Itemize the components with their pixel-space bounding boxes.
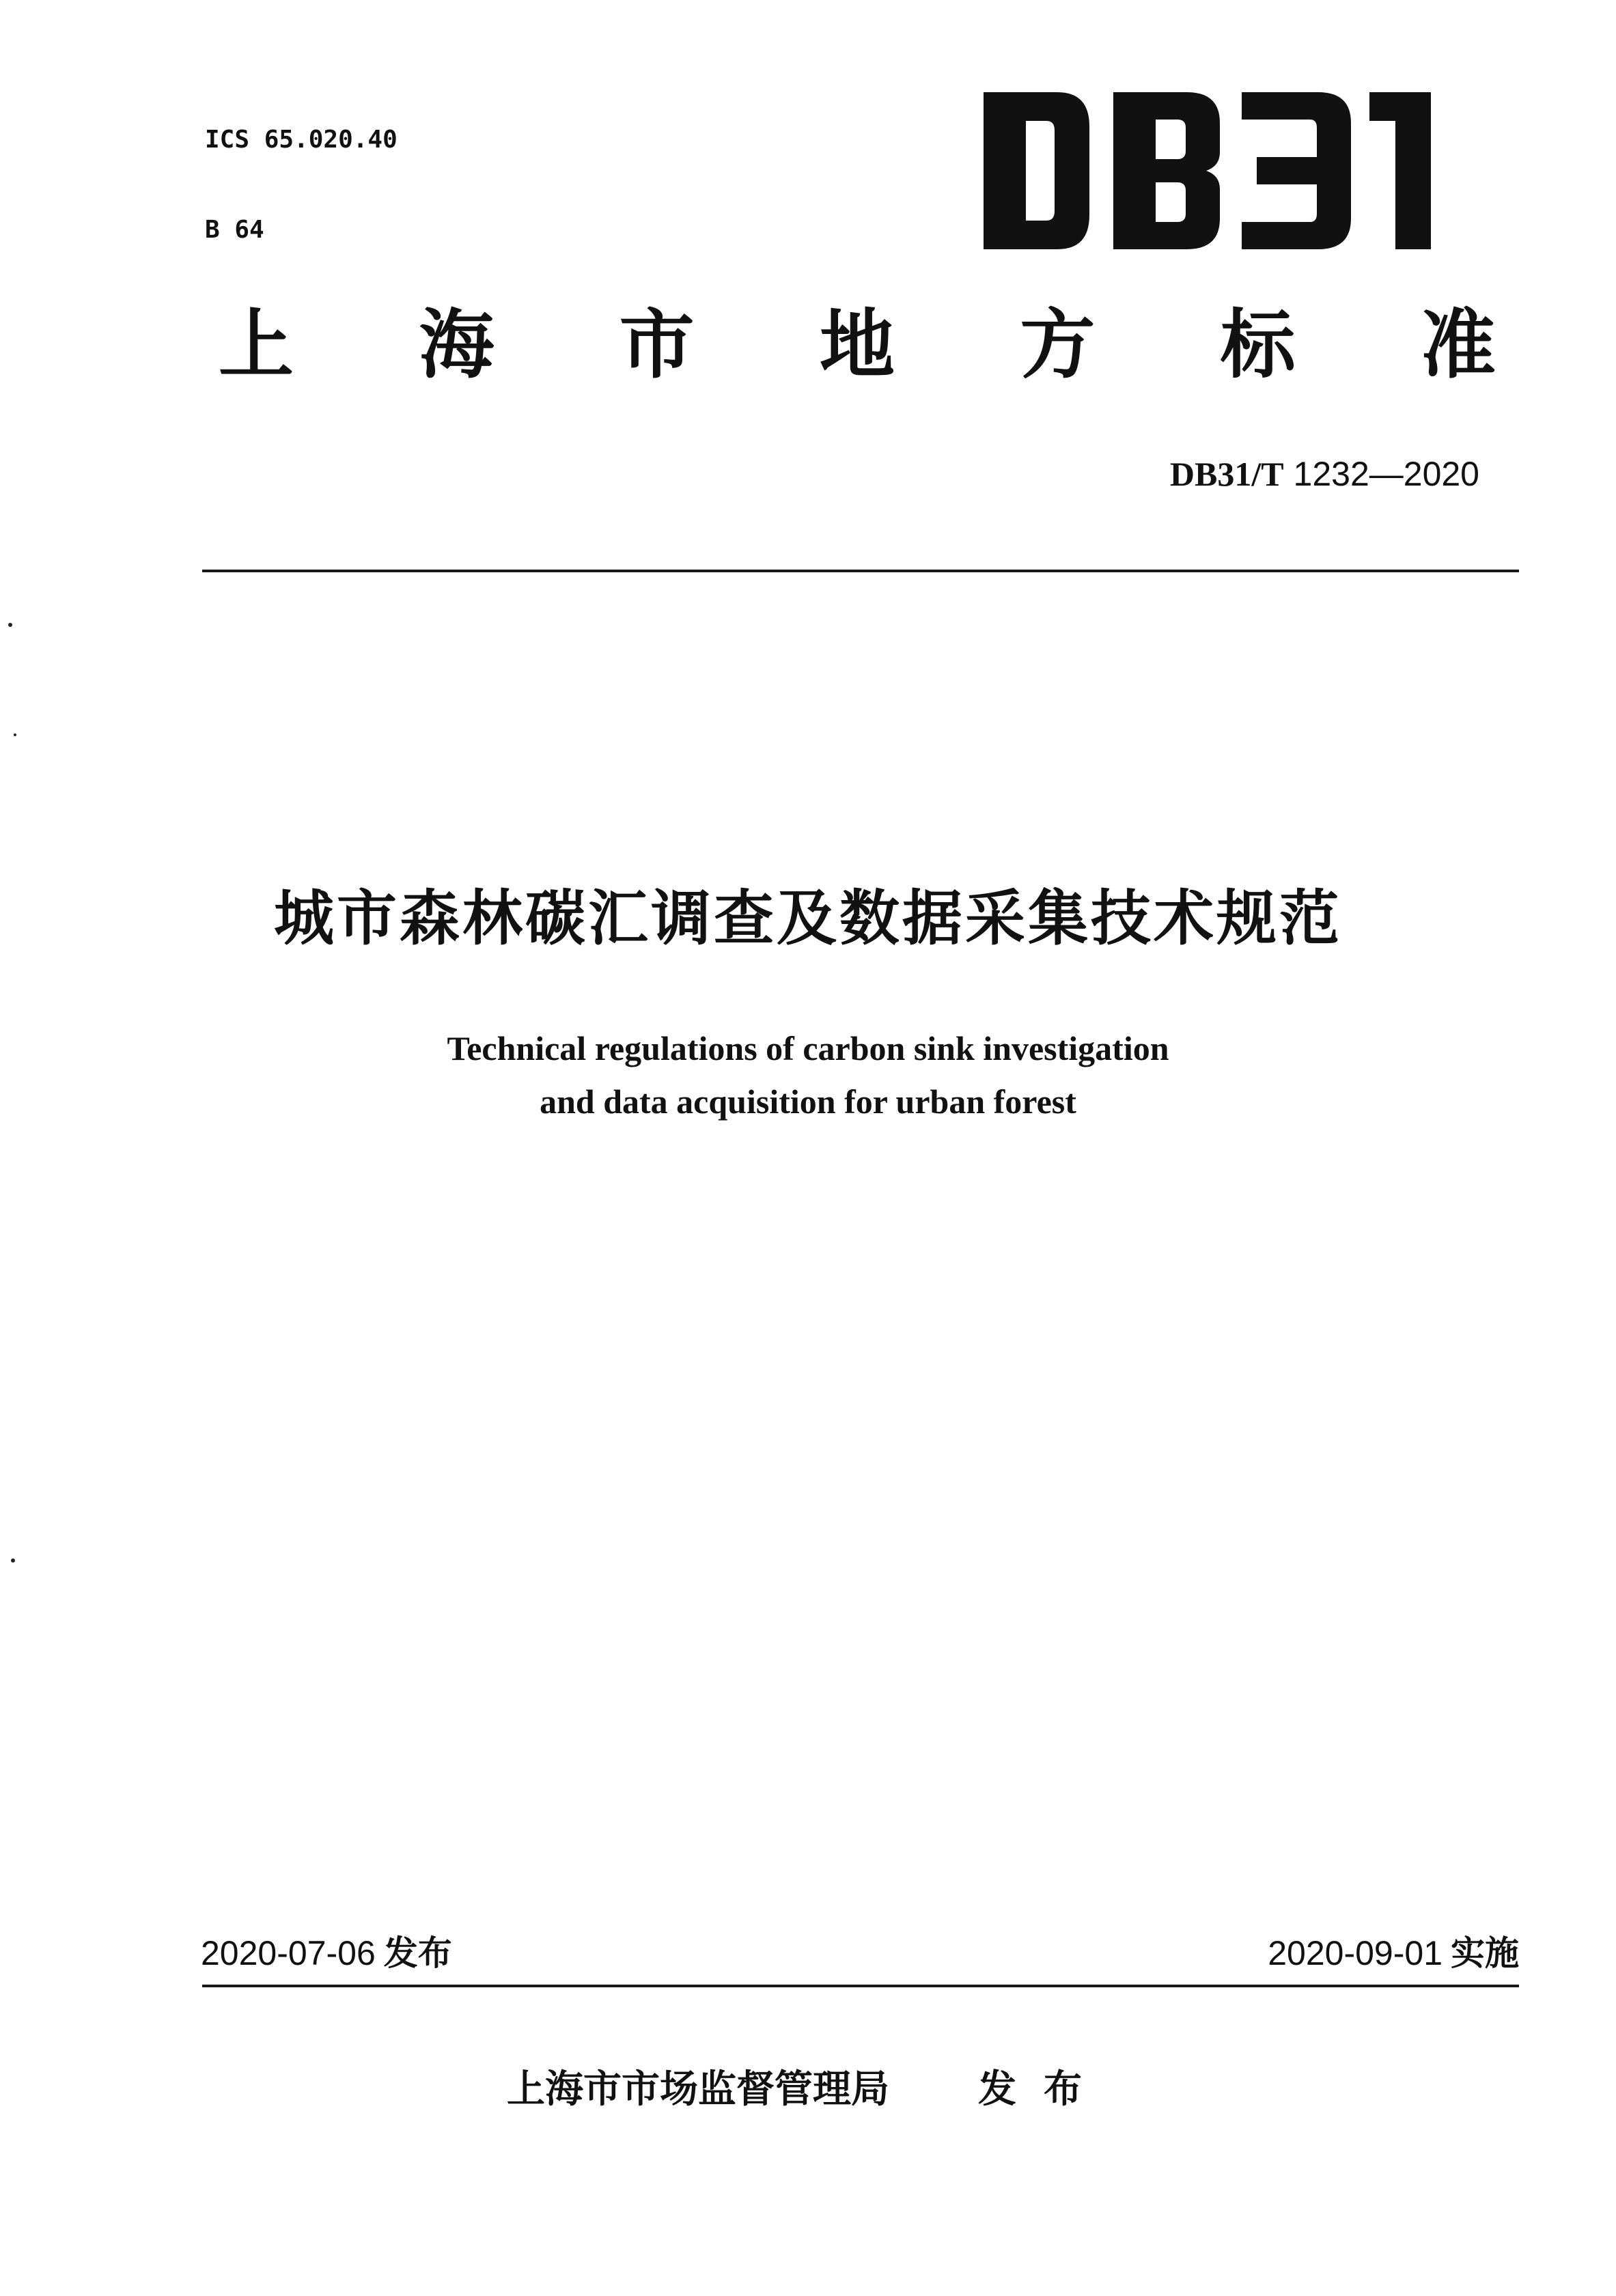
issue-date-value: 2020-07-06 — [201, 1934, 376, 1972]
bottom-divider — [202, 1985, 1519, 1987]
standard-number — [1170, 453, 1479, 494]
standard-type-char: 标 — [1220, 300, 1296, 389]
document-title-english — [0, 1022, 1616, 1128]
db31-logo — [984, 92, 1431, 249]
classification-codes — [205, 65, 398, 275]
standard-type-char: 方 — [1020, 300, 1096, 389]
implementation-date-value: 2020-09-01 — [1268, 1934, 1443, 1972]
scan-speck — [11, 1558, 15, 1563]
ics-code: ICS 65.020.40 — [205, 126, 398, 154]
standard-number-prefix: DB31/T — [1169, 455, 1284, 493]
ccs-code: B 64 — [205, 216, 264, 244]
issue-date — [201, 1933, 452, 1974]
issue-date-label: 发布 — [383, 1933, 452, 1973]
standard-type-char: 地 — [819, 300, 895, 389]
english-title-line-1: Technical regulations of carbon sink investigation — [447, 1029, 1169, 1067]
standard-type-char: 海 — [419, 300, 494, 389]
english-title-line-2: and data acquisition for urban forest — [540, 1082, 1076, 1121]
publisher-issue-label: 发布 — [978, 2067, 1109, 2112]
scan-speck — [8, 623, 12, 627]
implementation-date — [1268, 1933, 1519, 1974]
scan-speck — [14, 733, 16, 736]
standard-type-char: 上 — [219, 300, 294, 389]
top-divider — [202, 570, 1519, 572]
standard-type-char: 准 — [1420, 300, 1496, 389]
standard-number-value: 1232—2020 — [1293, 455, 1479, 493]
document-title-chinese: 城市森林碳汇调查及数据采集技术规范 — [273, 883, 1342, 953]
standard-type-heading — [219, 300, 1496, 389]
implementation-date-label: 实施 — [1451, 1933, 1519, 1973]
publisher-name: 上海市市场监督管理局 — [507, 2067, 889, 2112]
publisher — [0, 2062, 1616, 2117]
standard-type-char: 市 — [619, 300, 695, 389]
